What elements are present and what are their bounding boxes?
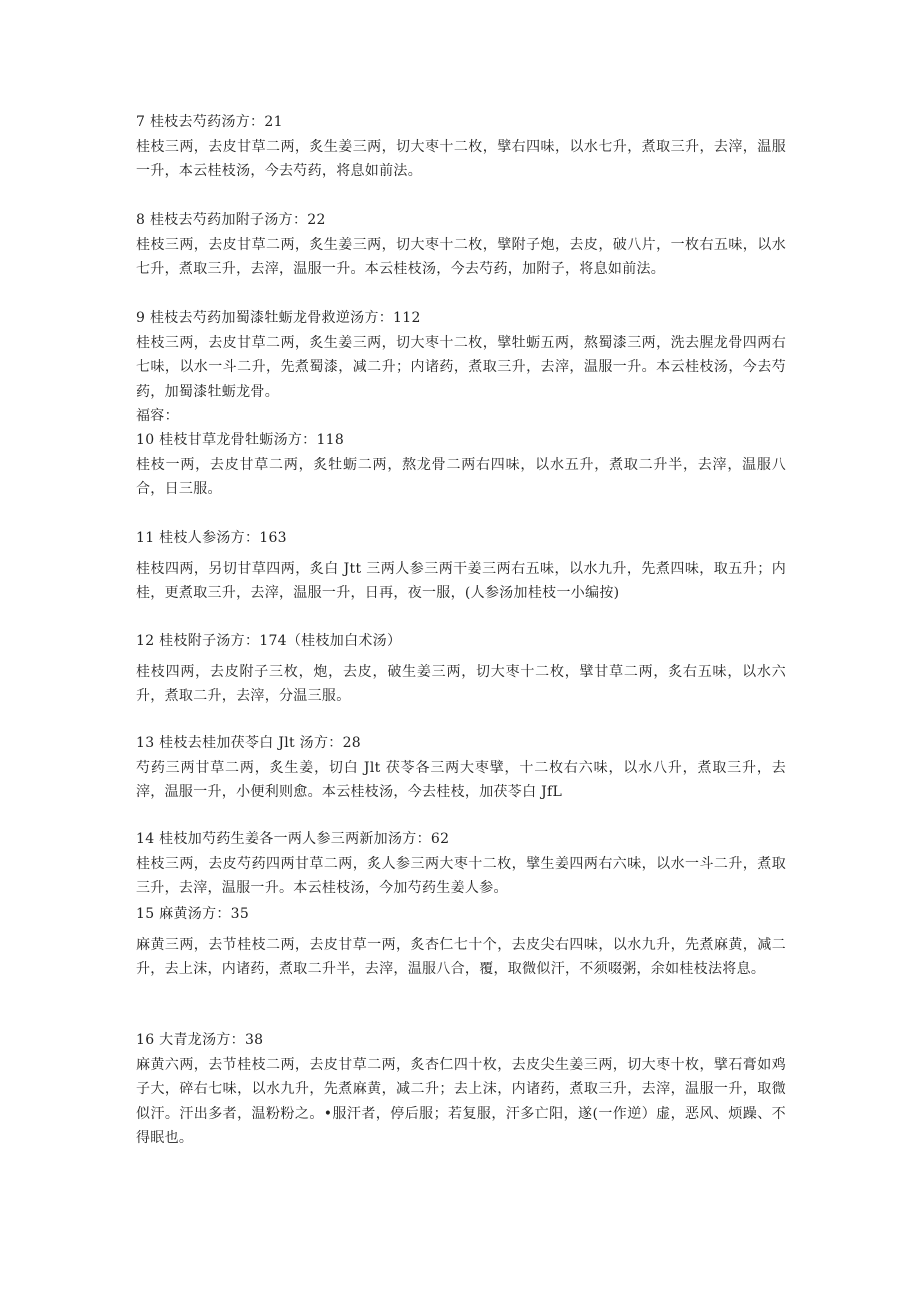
entry-title: 11 桂枝人参汤方：163	[136, 530, 287, 546]
entry-body: 芍药三两甘草二两，炙生姜，切白 Jlt 茯苓各三两大枣擘，十二枚右六味，以水八升，煮取三升，去滓，温服一升，小便利则愈。本云桂枝汤，今去桂枝，加茯苓白 JfL	[136, 759, 786, 800]
entry-9	[136, 306, 786, 429]
entry-body: 桂枝四两，另切甘草四两，炙白 Jtt 三两人参三两干姜三两右五味，以水九升，先煮四味，取五升；内桂，更煮取三升，去滓，温服一升，日再，夜一服，(人参汤加桂枝一小编按)	[136, 560, 786, 601]
entry-body: 麻黄六两，去节桂枝二两，去皮甘草二两，炙杏仁四十枚，去皮尖生姜三两，切大枣十枚，擘石膏如鸡子大，碎右七味，以水九升，先煮麻黄，减二升；去上沫，内诸药，煮取三升，去滓，温服一升，取微似汗。汗出多者，温粉粉之。•服汗者，停后服；若复服，汗多亡阳，遂(一作逆）虚，恶风、烦躁、不得眠也。	[136, 1056, 786, 1146]
entry-title: 9 桂枝去芍药加蜀漆牡蛎龙骨救逆汤方：112	[136, 310, 421, 326]
entry-body: 桂枝三两，去皮甘草二两，炙生姜三两，切大枣十二枚，擘附子炮，去皮，破八片，一枚右五味，以水七升，煮取三升，去滓，温服一升。本云桂枝汤，今去芍药，加附子，将息如前法。	[136, 236, 786, 277]
entry-11	[136, 526, 786, 606]
entry-body: 桂枝三两，去皮甘草二两，炙生姜三两，切大枣十二枚，擘牡蛎五两，熬蜀漆三两，洗去腥龙骨四两右七味，以水一斗二升，先煮蜀漆，减二升；内诸药，煮取三升，去滓，温服一升。本云桂枝汤，今去芍药，加蜀漆牡蛎龙骨。	[136, 334, 786, 400]
entry-10	[136, 428, 786, 502]
entry-16	[136, 1028, 786, 1151]
entry-title: 8 桂枝去芍药加附子汤方：22	[136, 212, 326, 228]
entry-13	[136, 731, 786, 805]
entry-14	[136, 827, 786, 901]
entry-title: 7 桂枝去芍药汤方：21	[136, 114, 283, 130]
entry-title: 10 桂枝甘草龙骨牡蛎汤方：118	[136, 432, 345, 448]
entry-7	[136, 110, 786, 184]
entry-15	[136, 902, 786, 982]
entry-title: 14 桂枝加芍药生姜各一两人参三两新加汤方：62	[136, 831, 450, 847]
entry-note: 福容：	[136, 408, 179, 424]
entry-title: 12 桂枝附子汤方：174（桂枝加白术汤）	[136, 633, 402, 649]
entry-title: 13 桂枝去桂加茯苓白 Jlt 汤方：28	[136, 735, 361, 751]
entry-title: 16 大青龙汤方：38	[136, 1032, 264, 1048]
entry-body: 桂枝一两，去皮甘草二两，炙牡蛎二两，熬龙骨二两右四味，以水五升，煮取二升半，去滓，温服八合，日三服。	[136, 456, 786, 497]
entry-12	[136, 629, 786, 709]
entry-body: 桂枝三两，去皮甘草二两，炙生姜三两，切大枣十二枚，擘右四味，以水七升，煮取三升，去滓，温服一升，本云桂枝汤，今去芍药，将息如前法。	[136, 138, 786, 179]
entry-body: 桂枝三两，去皮芍药四两甘草二两，炙人参三两大枣十二枚，擘生姜四两右六味，以水一斗二升，煮取三升，去滓，温服一升。本云桂枝汤，今加芍药生姜人参。	[136, 855, 786, 896]
entry-body: 桂枝四两，去皮附子三枚，炮，去皮，破生姜三两，切大枣十二枚，擘甘草二两，炙右五味，以水六升，煮取二升，去滓，分温三服。	[136, 663, 786, 704]
entry-title: 15 麻黄汤方：35	[136, 906, 250, 922]
entry-body: 麻黄三两，去节桂枝二两，去皮甘草一两，炙杏仁七十个，去皮尖右四味，以水九升，先煮麻黄，减二升，去上沫，内诸药，煮取二升半，去滓，温服八合，覆，取微似汗，不须啜粥，余如桂枝法将息。	[136, 936, 786, 977]
entry-8	[136, 208, 786, 282]
